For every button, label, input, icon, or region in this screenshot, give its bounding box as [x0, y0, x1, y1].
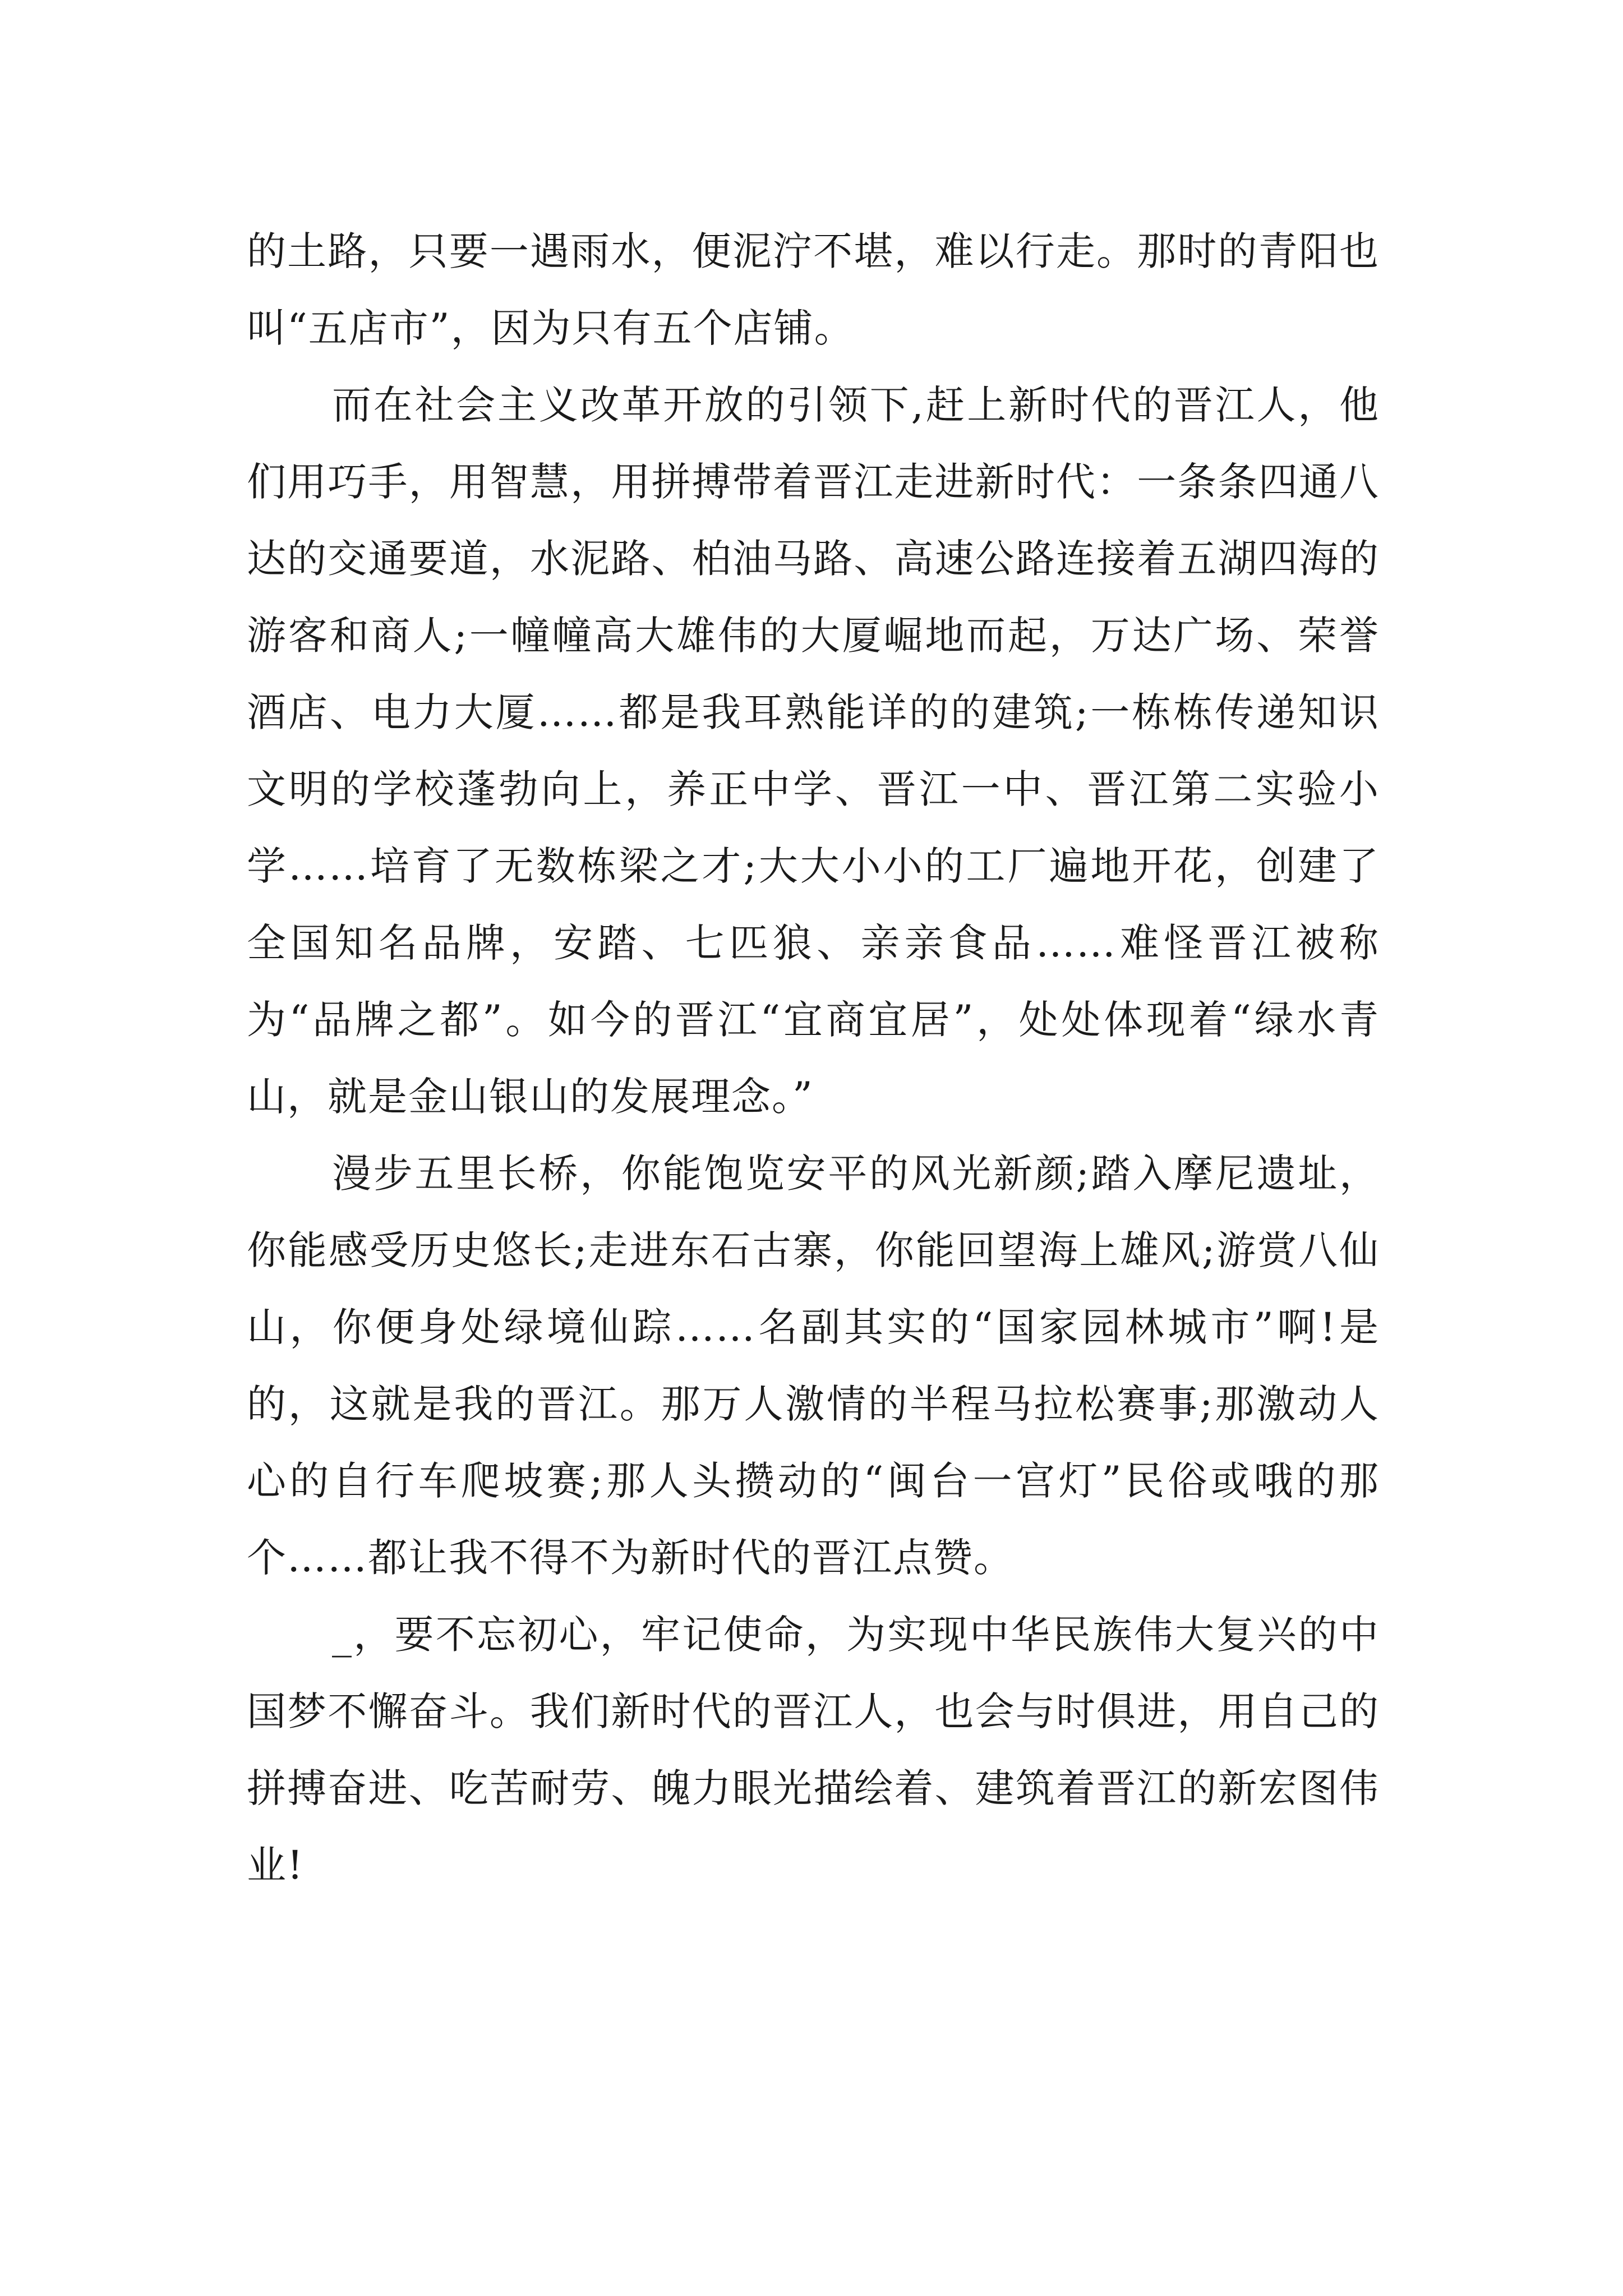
- paragraph-1: 的土路，只要一遇雨水，便泥泞不堪，难以行走。那时的青阳也叫“五店市”，因为只有五个店铺。: [247, 228, 1380, 351]
- paragraph-2: 而在社会主义改革开放的引领下,赶上新时代的晋江人，他们用巧手，用智慧，用拼搏带着晋江走进新时代：一条条四通八达的交通要道，水泥路、柏油马路、高速公路连接着五湖四海的游客和商人;一幢幢高大雄伟的大厦崛地而起，万达广场、荣誉酒店、电力大厦……都是我耳熟能详的的建筑;一栋栋传递知识文明的学校蓬勃向上，养正中学、晋江一中、晋江第二实验小学……培育了无数栋梁之才;大大小小的工厂遍地开花，创建了全国知名品牌，安踏、七匹狼、亲亲食品……难怪晋江被称为“品牌之都”。如今的晋江“宜商宜居”，处处体现着“绿水青山，就是金山银山的发展理念。”: [247, 382, 1380, 1120]
- paragraph-3: 漫步五里长桥，你能饱览安平的风光新颜;踏入摩尼遗址，你能感受历史悠长;走进东石古寨，你能回望海上雄风;游赏八仙山，你便身处绿境仙踪……名副其实的“国家园林城市”啊!是的，这就是我的晋江。那万人激情的半程马拉松赛事;那激动人心的自行车爬坡赛;那人头攒动的“闽台一宫灯”民俗或哦的那个……都让我不得不为新时代的晋江点赞。: [247, 1151, 1380, 1581]
- paragraph-4: _，要不忘初心，牢记使命，为实现中华民族伟大复兴的中国梦不懈奋斗。我们新时代的晋江人，也会与时俱进，用自己的拼搏奋进、吃苦耐劳、魄力眼光描绘着、建筑着晋江的新宏图伟业!: [247, 1612, 1380, 1888]
- document-body: [247, 213, 1380, 1904]
